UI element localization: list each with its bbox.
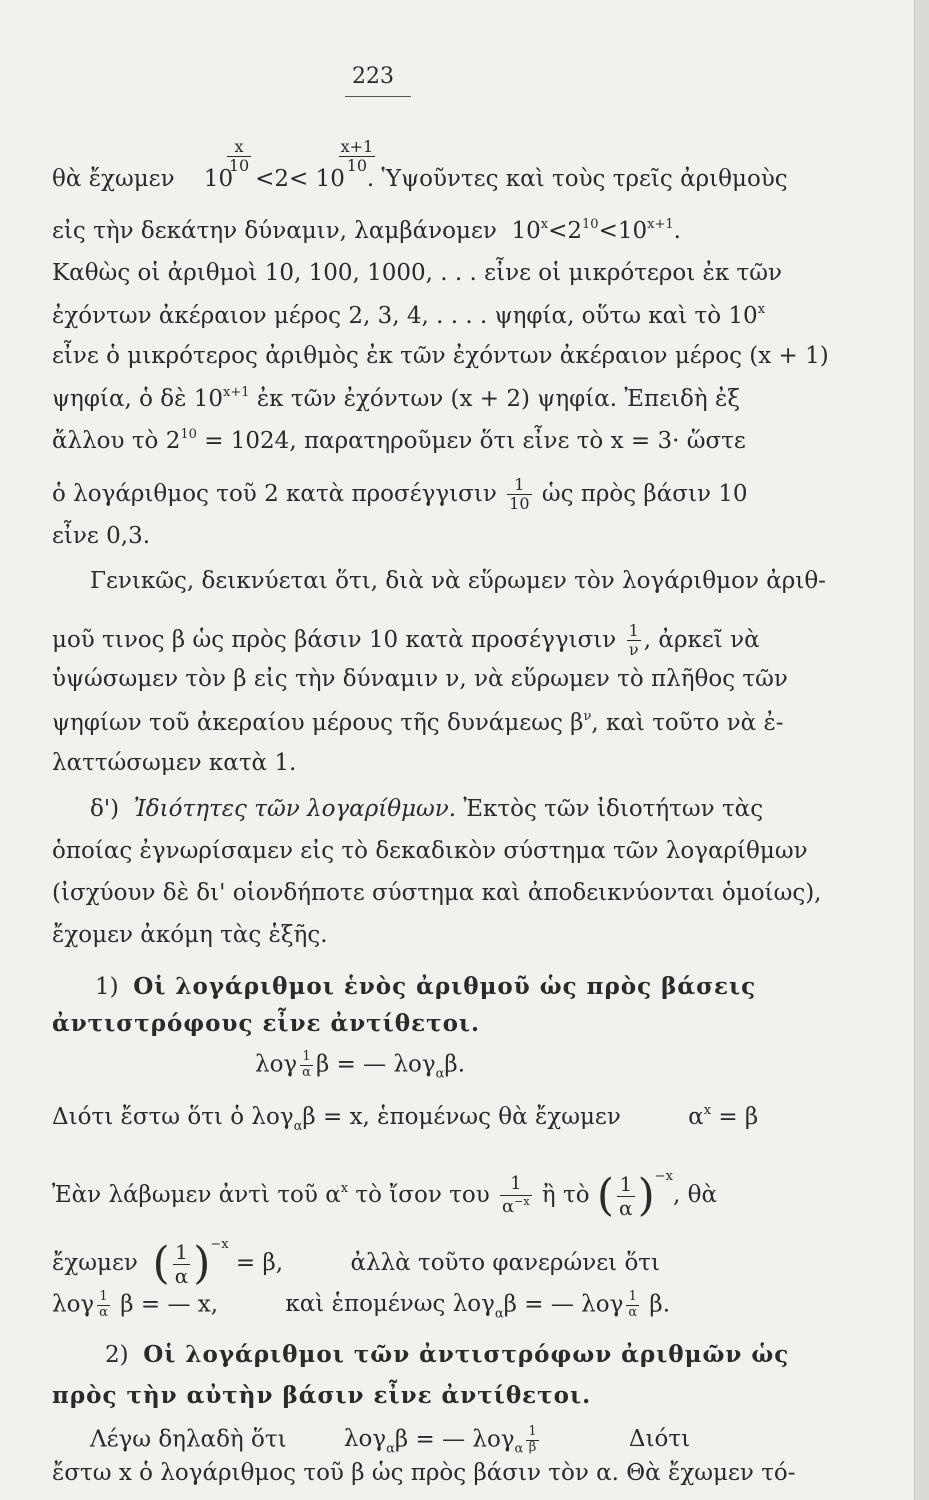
text-line: εἰς τὴν δεκάτην δύναμιν, λαμβάνομεν $10^x<2^{10}<10^{x+1}$. xyxy=(52,217,681,244)
text-line: Λέγω δηλαδὴ ὅτι λογ$_\alpha$β = — λογ$_\alpha$ $\frac{1}{\beta}$ Διότι xyxy=(90,1424,691,1457)
text-line: ἐχόντων ἀκέραιον μέρος 2, 3, 4, . . . . ψηφία, οὕτω καὶ τὸ 10$^x$ xyxy=(52,302,766,329)
section-heading-line: δ') Ἰδιότητες τῶν λογαρίθμων. Ἐκτὸς τῶν ἰδιοτήτων τὰς xyxy=(90,796,764,822)
text-line: ψηφία, ὁ δὲ $10^{x+1}$ ἐκ τῶν ἐχόντων (x + 2) ψηφία. Ἐπειδὴ ἐξ xyxy=(52,385,740,412)
text-line: λογ $\frac{1}{\alpha}$ β = — x, καὶ ἑπομένως λογ$_\alpha$β = — λογ $\frac{1}{\alpha}$ β. xyxy=(52,1289,671,1322)
text-line: ἔστω x ὁ λογάριθμος τοῦ β ὡς πρὸς βάσιν τὸν α. Θὰ ἔχωμεν τό- xyxy=(52,1460,796,1486)
property-heading: 2) Οἱ λογάριθμοι τῶν ἀντιστρόφων ἀριθμῶν ὡς xyxy=(105,1341,790,1368)
text-line: ὑψώσωμεν τὸν β εἰς τὴν δύναμιν ν, νὰ εὕρωμεν τὸ πλῆθος τῶν xyxy=(52,666,788,692)
property-heading: ἀντιστρόφους εἶνε ἀντίθετοι. xyxy=(52,1010,481,1037)
text-line: εἶνε 0,3. xyxy=(52,523,151,549)
text-line: μοῦ τινος β ὡς πρὸς βάσιν 10 κατὰ προσέγγισιν $\frac{1}{\nu}$ , ἀρκεῖ νὰ xyxy=(52,621,760,660)
text-line: ἄλλου τὸ $2^{10} = 1024$, παρατηροῦμεν ὅτι εἶνε τὸ x = 3· ὥστε xyxy=(52,427,746,454)
property-heading: πρὸς τὴν αὐτὴν βάσιν εἶνε ἀντίθετοι. xyxy=(52,1382,592,1409)
property-heading: 1) Οἱ λογάριθμοι ἑνὸς ἀριθμοῦ ὡς πρὸς βάσεις xyxy=(95,973,757,1000)
formula: λογ $\frac{1}{\alpha}$ β = — λογ$_\alpha$β. xyxy=(255,1049,466,1082)
page-number-rule xyxy=(345,96,411,97)
text-line: θὰ ἔχωμεν 10 $\frac{x}{10}$ <2< 10 $\frac{x+1}{10}$ . Ὑψοῦντες καὶ τοὺς τρεῖς ἀριθμοὺς xyxy=(52,137,788,192)
text-line: ψηφίων τοῦ ἀκεραίου μέρους τῆς δυνάμεως $\beta^\nu$, καὶ τοῦτο νὰ ἐ- xyxy=(52,709,784,736)
text-line: Διότι ἔστω ὅτι ὁ λογ$_\alpha$β = x, ἑπομένως θὰ ἔχωμεν $\alpha^x = \beta$ xyxy=(52,1103,759,1134)
page-edge xyxy=(914,0,929,1500)
text-line: ὁ λογάριθμος τοῦ 2 κατὰ προσέγγισιν $\frac{1}{10}$ ὡς πρὸς βάσιν 10 xyxy=(52,475,748,514)
text-line: Ἐὰν λάβωμεν ἀντὶ τοῦ $\alpha^x$ τὸ ἴσον του $\frac{1}{\alpha^{-x}}$ ἢ τὸ ( $\frac{1}{\alpha}$ )$^{-x}$, θὰ xyxy=(52,1169,717,1221)
text-line: εἶνε ὁ μικρότερος ἀριθμὸς ἐκ τῶν ἐχόντων ἀκέραιον μέρος (x + 1) xyxy=(52,343,829,369)
text-line: λαττώσωμεν κατὰ 1. xyxy=(52,750,297,776)
text-line: (ἰσχύουν δὲ δι' οἱονδήποτε σύστημα καὶ ἀποδεικνύονται ὁμοίως), xyxy=(52,880,822,906)
text-line: Καθὼς οἱ ἀριθμοὶ 10, 100, 1000, . . . εἶνε οἱ μικρότεροι ἐκ τῶν xyxy=(52,260,783,286)
text-line: ἔχωμεν ( $\frac{1}{\alpha}$ )$^{-x}$ = β, ἀλλὰ τοῦτο φανερώνει ὅτι xyxy=(52,1237,661,1289)
text-line: ὁποίας ἐγνωρίσαμεν εἰς τὸ δεκαδικὸν σύστημα τῶν λογαρίθμων xyxy=(52,838,808,864)
text-line: ἔχομεν ἀκόμη τὰς ἑξῆς. xyxy=(52,922,328,948)
text-line: Γενικῶς, δεικνύεται ὅτι, διὰ νὰ εὕρωμεν τὸν λογάριθμον ἀριθ- xyxy=(90,568,826,594)
page-number: 223 xyxy=(352,64,394,89)
